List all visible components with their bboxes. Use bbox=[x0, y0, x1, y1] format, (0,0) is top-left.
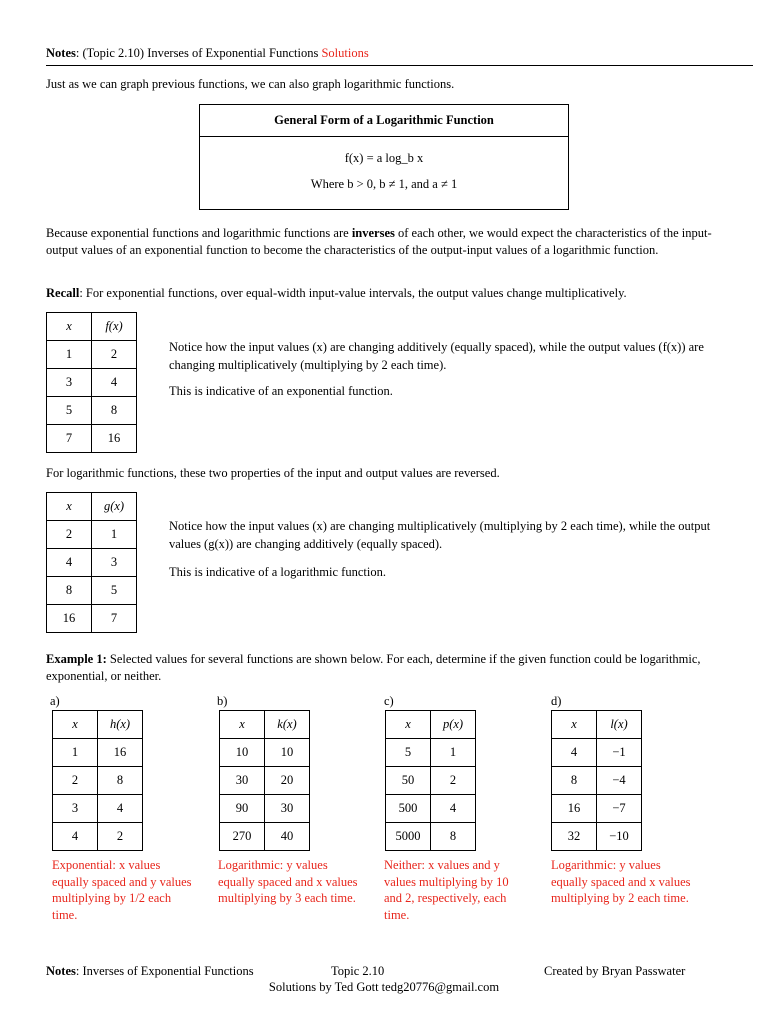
table-cell: 5 bbox=[47, 397, 92, 425]
general-form-condition: Where b > 0, b ≠ 1, and a ≠ 1 bbox=[310, 177, 458, 191]
example-paragraph bbox=[46, 651, 726, 685]
exp-note-2: This is indicative of an exponential function. bbox=[169, 384, 393, 398]
part-a-answer: Exponential: x values equally spaced and y values multiplying by 1/2 each time. bbox=[52, 858, 192, 922]
table-row bbox=[552, 795, 642, 823]
table-cell: −4 bbox=[597, 767, 642, 795]
table-cell: 8 bbox=[98, 767, 143, 795]
part-d-label: d) bbox=[551, 694, 562, 708]
table-header-row bbox=[386, 711, 476, 739]
table-cell: 3 bbox=[92, 549, 137, 577]
table-cell: 50 bbox=[386, 767, 431, 795]
table-row bbox=[47, 521, 137, 549]
table-row bbox=[53, 767, 143, 795]
table-cell: 16 bbox=[47, 605, 92, 633]
table-row bbox=[47, 425, 137, 453]
footer-notes-text: : Inverses of Exponential Functions bbox=[75, 964, 254, 978]
table-cell: 5000 bbox=[386, 823, 431, 851]
table-cell: 2 bbox=[47, 521, 92, 549]
table-cell: 1 bbox=[431, 739, 476, 767]
table-header-row bbox=[220, 711, 310, 739]
table-row bbox=[552, 823, 642, 851]
table-cell: 270 bbox=[220, 823, 265, 851]
table-cell: 2 bbox=[431, 767, 476, 795]
table-cell: 2 bbox=[98, 823, 143, 851]
table-header-row bbox=[47, 493, 137, 521]
table-cell: 2 bbox=[53, 767, 98, 795]
table-cell: 20 bbox=[265, 767, 310, 795]
part-b-label: b) bbox=[217, 694, 228, 708]
table-cell: 7 bbox=[47, 425, 92, 453]
table-header-cell: g(x) bbox=[92, 493, 137, 521]
header-divider bbox=[46, 65, 753, 66]
table-row bbox=[220, 739, 310, 767]
table-cell: 2 bbox=[92, 341, 137, 369]
table-row bbox=[386, 767, 476, 795]
footer-created: Created by Bryan Passwater bbox=[544, 964, 686, 978]
table-row bbox=[386, 823, 476, 851]
table-cell: 8 bbox=[47, 577, 92, 605]
log-table bbox=[46, 492, 137, 633]
inverse-paragraph-part2: of each other, we would expect the characteristics of the input-output values of an exponential function to become the characteristics of the output-input values of a logarithmic function. bbox=[46, 226, 712, 257]
table-header-cell: l(x) bbox=[597, 711, 642, 739]
table-cell: 3 bbox=[53, 795, 98, 823]
inverse-paragraph-bold: inverses bbox=[351, 226, 395, 240]
footer-topic: Topic 2.10 bbox=[331, 964, 385, 978]
table-header-cell: f(x) bbox=[92, 313, 137, 341]
table-cell: −1 bbox=[597, 739, 642, 767]
part-c-label: c) bbox=[384, 694, 394, 708]
table-cell: −7 bbox=[597, 795, 642, 823]
table-cell: 1 bbox=[92, 521, 137, 549]
exp-note-1: Notice how the input values (x) are changing additively (equally spaced), while the output values (f(x)) are changing multiplicatively (multiplying by 2 each time). bbox=[169, 340, 704, 372]
example-label: Example 1: bbox=[46, 652, 107, 666]
table-cell: 7 bbox=[92, 605, 137, 633]
table-row bbox=[53, 739, 143, 767]
table-row bbox=[47, 577, 137, 605]
table-cell: 16 bbox=[92, 425, 137, 453]
header-notes-label: Notes bbox=[46, 46, 76, 60]
table-cell: 4 bbox=[92, 369, 137, 397]
table-cell: 8 bbox=[431, 823, 476, 851]
table-row bbox=[47, 397, 137, 425]
table-row bbox=[220, 823, 310, 851]
table-cell: 30 bbox=[265, 795, 310, 823]
footer-notes bbox=[46, 964, 254, 979]
table-cell: 32 bbox=[552, 823, 597, 851]
part-a-label: a) bbox=[50, 694, 60, 708]
table-cell: 4 bbox=[47, 549, 92, 577]
table-row bbox=[47, 549, 137, 577]
table-cell: 16 bbox=[98, 739, 143, 767]
intro-text: Just as we can graph previous functions, we can also graph logarithmic functions. bbox=[46, 77, 455, 91]
page-header bbox=[46, 46, 726, 61]
table-cell: 5 bbox=[92, 577, 137, 605]
inverse-paragraph-part1: Because exponential functions and logarithmic functions are bbox=[46, 226, 352, 240]
footer-notes-label: Notes bbox=[46, 964, 76, 978]
log-note-2: This is indicative of a logarithmic function. bbox=[169, 565, 386, 579]
table-header-cell: p(x) bbox=[431, 711, 476, 739]
table-cell: 5 bbox=[386, 739, 431, 767]
part-b-answer: Logarithmic: y values equally spaced and x values multiplying by 3 each time. bbox=[218, 858, 358, 905]
table-cell: 40 bbox=[265, 823, 310, 851]
table-cell: −10 bbox=[597, 823, 642, 851]
table-row bbox=[220, 767, 310, 795]
part-d-table bbox=[551, 710, 642, 851]
recall-label: Recall bbox=[46, 286, 80, 300]
table-cell: 8 bbox=[92, 397, 137, 425]
table-cell: 8 bbox=[552, 767, 597, 795]
part-b-table bbox=[219, 710, 310, 851]
table-header-row bbox=[53, 711, 143, 739]
table-cell: 16 bbox=[552, 795, 597, 823]
recall-text: : For exponential functions, over equal-width input-value intervals, the output values change multiplicatively. bbox=[79, 286, 627, 300]
table-header-row bbox=[47, 313, 137, 341]
table-row bbox=[386, 739, 476, 767]
table-header-cell: x bbox=[552, 711, 597, 739]
table-row bbox=[47, 369, 137, 397]
part-d-answer: Logarithmic: y values equally spaced and x values multiplying by 2 each time. bbox=[551, 858, 691, 905]
log-intro: For logarithmic functions, these two properties of the input and output values are reversed. bbox=[46, 466, 500, 480]
log-note-1: Notice how the input values (x) are changing multiplicatively (multiplying by 2 each time), while the output values (g(x)) are changing additively (equally spaced). bbox=[169, 519, 711, 551]
table-header-cell: x bbox=[47, 313, 92, 341]
table-cell: 30 bbox=[220, 767, 265, 795]
table-cell: 1 bbox=[53, 739, 98, 767]
exp-table bbox=[46, 312, 137, 453]
header-topic: : (Topic 2.10) Inverses of Exponential Functions bbox=[75, 46, 322, 60]
general-form-title: General Form of a Logarithmic Function bbox=[200, 105, 568, 137]
table-cell: 4 bbox=[98, 795, 143, 823]
table-row bbox=[552, 767, 642, 795]
table-cell: 4 bbox=[552, 739, 597, 767]
footer-solutions: Solutions by Ted Gott tedg20776@gmail.com bbox=[268, 980, 500, 994]
general-form-box bbox=[199, 104, 569, 210]
example-text: Selected values for several functions are shown below. For each, determine if the given function could be logarithmic, exponential, or neither. bbox=[46, 652, 701, 683]
table-header-cell: x bbox=[53, 711, 98, 739]
table-cell: 4 bbox=[53, 823, 98, 851]
table-row bbox=[552, 739, 642, 767]
table-header-cell: x bbox=[386, 711, 431, 739]
table-row bbox=[47, 605, 137, 633]
table-row bbox=[386, 795, 476, 823]
table-header-cell: h(x) bbox=[98, 711, 143, 739]
table-header-row bbox=[552, 711, 642, 739]
table-header-cell: k(x) bbox=[265, 711, 310, 739]
table-cell: 4 bbox=[431, 795, 476, 823]
recall-paragraph bbox=[46, 285, 726, 302]
header-solutions: Solutions bbox=[321, 46, 369, 60]
part-a-table bbox=[52, 710, 143, 851]
table-header-cell: x bbox=[220, 711, 265, 739]
table-cell: 3 bbox=[47, 369, 92, 397]
table-row bbox=[53, 795, 143, 823]
table-row bbox=[47, 341, 137, 369]
part-c-answer: Neither: x values and y values multiplying by 10 and 2, respectively, each time. bbox=[384, 858, 509, 922]
inverse-paragraph bbox=[46, 225, 726, 259]
table-cell: 10 bbox=[220, 739, 265, 767]
part-c-table bbox=[385, 710, 476, 851]
table-cell: 500 bbox=[386, 795, 431, 823]
table-row bbox=[220, 795, 310, 823]
table-cell: 10 bbox=[265, 739, 310, 767]
table-cell: 1 bbox=[47, 341, 92, 369]
table-header-cell: x bbox=[47, 493, 92, 521]
table-row bbox=[53, 823, 143, 851]
general-form-formula: f(x) = a log_b x bbox=[344, 151, 424, 165]
table-cell: 90 bbox=[220, 795, 265, 823]
